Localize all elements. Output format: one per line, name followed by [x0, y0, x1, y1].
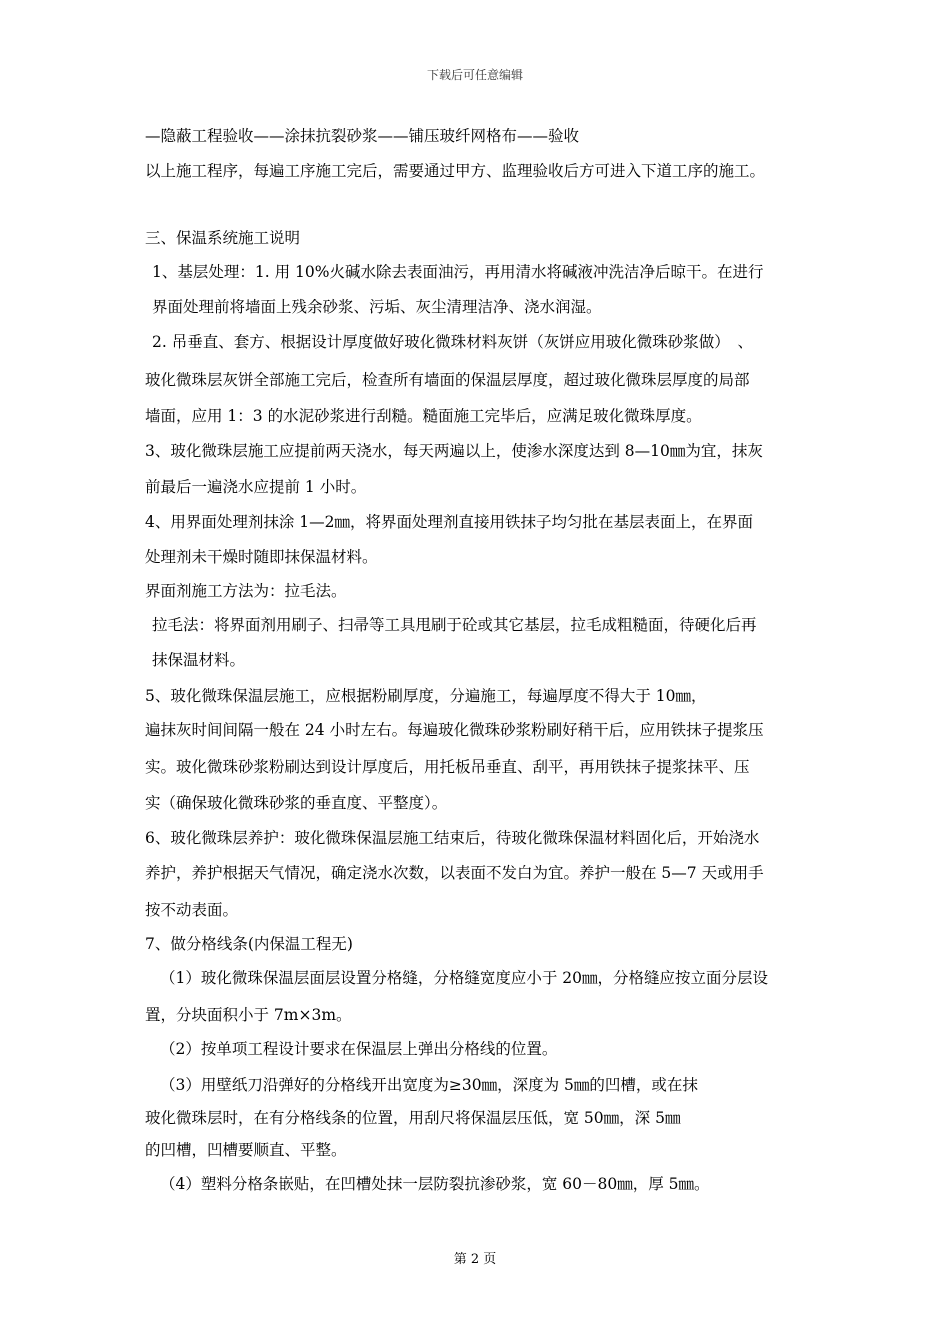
text-line: 实。玻化微珠砂浆粉刷达到设计厚度后，用托板吊垂直、刮平，再用铁抹子提浆抹平、压: [145, 758, 750, 776]
text-line: 的凹槽，凹槽要顺直、平整。: [145, 1141, 347, 1159]
text-line: —隐蔽工程验收——涂抹抗裂砂浆——铺压玻纤网格布——验收: [145, 127, 580, 145]
section-heading: 三、保温系统施工说明: [145, 229, 301, 247]
text-line: 3、玻化微珠层施工应提前两天浇水，每天两遍以上，使渗水深度达到 8—10㎜为宜，抹灰: [145, 442, 763, 460]
text-line: 按不动表面。: [145, 901, 239, 919]
text-line: 以上施工程序，每遍工序施工完后，需要通过甲方、监理验收后方可进入下道工序的施工。: [145, 162, 766, 180]
page-header: 下载后可任意编辑: [426, 68, 523, 82]
text-line: 界面处理前将墙面上残余砂浆、污垢、灰尘清理洁净、浇水润湿。: [152, 298, 602, 316]
text-line: 置，分块面积小于 7m×3m。: [145, 1006, 352, 1024]
text-line: （2）按单项工程设计要求在保温层上弹出分格线的位置。: [160, 1040, 558, 1058]
text-line: 处理剂未干燥时随即抹保温材料。: [145, 548, 378, 566]
text-line: 7、做分格线条(内保温工程无): [145, 935, 353, 953]
text-line: 6、玻化微珠层养护：玻化微珠保温层施工结束后，待玻化微珠保温材料固化后，开始浇水: [145, 829, 760, 847]
text-line: 实（确保玻化微珠砂浆的垂直度、平整度）。: [145, 794, 448, 812]
text-line: 养护，养护根据天气情况，确定浇水次数，以表面不发白为宜。养护一般在 5—7 天或用手: [145, 864, 764, 882]
text-line: （1）玻化微珠保温层面层设置分格缝，分格缝宽度应小于 20㎜，分格缝应按立面分层设: [160, 969, 769, 987]
text-line: 玻化微珠层时，在有分格线条的位置，用刮尺将保温层压低，宽 50㎜，深 5㎜: [145, 1109, 681, 1127]
text-line: （4）塑料分格条嵌贴，在凹槽处抹一层防裂抗渗砂浆，宽 60－80㎜，厚 5㎜。: [160, 1175, 710, 1193]
text-line: 1、基层处理：1. 用 10%火碱水除去表面油污，再用清水将碱液冲洗洁净后晾干。在进行: [152, 263, 764, 281]
text-line: 抹保温材料。: [152, 651, 246, 669]
text-line: 5、玻化微珠保温层施工，应根据粉刷厚度，分遍施工，每遍厚度不得大于 10㎜，: [145, 687, 707, 705]
text-line: 4、用界面处理剂抹涂 1—2㎜，将界面处理剂直接用铁抹子均匀批在基层表面上，在界面: [145, 513, 754, 531]
text-line: 2. 吊垂直、套方、根据设计厚度做好玻化微珠材料灰饼（灰饼应用玻化微珠砂浆做） 、: [152, 333, 753, 351]
text-line: 玻化微珠层灰饼全部施工完后，检查所有墙面的保温层厚度，超过玻化微珠层厚度的局部: [145, 371, 750, 389]
text-line: （3）用壁纸刀沿弹好的分格线开出宽度为≥30㎜，深度为 5㎜的凹槽，或在抹: [160, 1076, 698, 1094]
text-line: 遍抹灰时间间隔一般在 24 小时左右。每遍玻化微珠砂浆粉刷好稍干后，应用铁抹子提浆压: [145, 721, 764, 739]
text-line: 墙面，应用 1：3 的水泥砂浆进行刮糙。糙面施工完毕后，应满足玻化微珠厚度。: [145, 407, 702, 425]
text-line: 前最后一遍浇水应提前 1 小时。: [145, 478, 367, 496]
page-number: 第 2 页: [453, 1252, 497, 1267]
text-line: 拉毛法：将界面剂用刷子、扫帚等工具甩刷于砼或其它基层，拉毛成粗糙面，待硬化后再: [152, 616, 757, 634]
text-line: 界面剂施工方法为：拉毛法。: [145, 582, 347, 600]
